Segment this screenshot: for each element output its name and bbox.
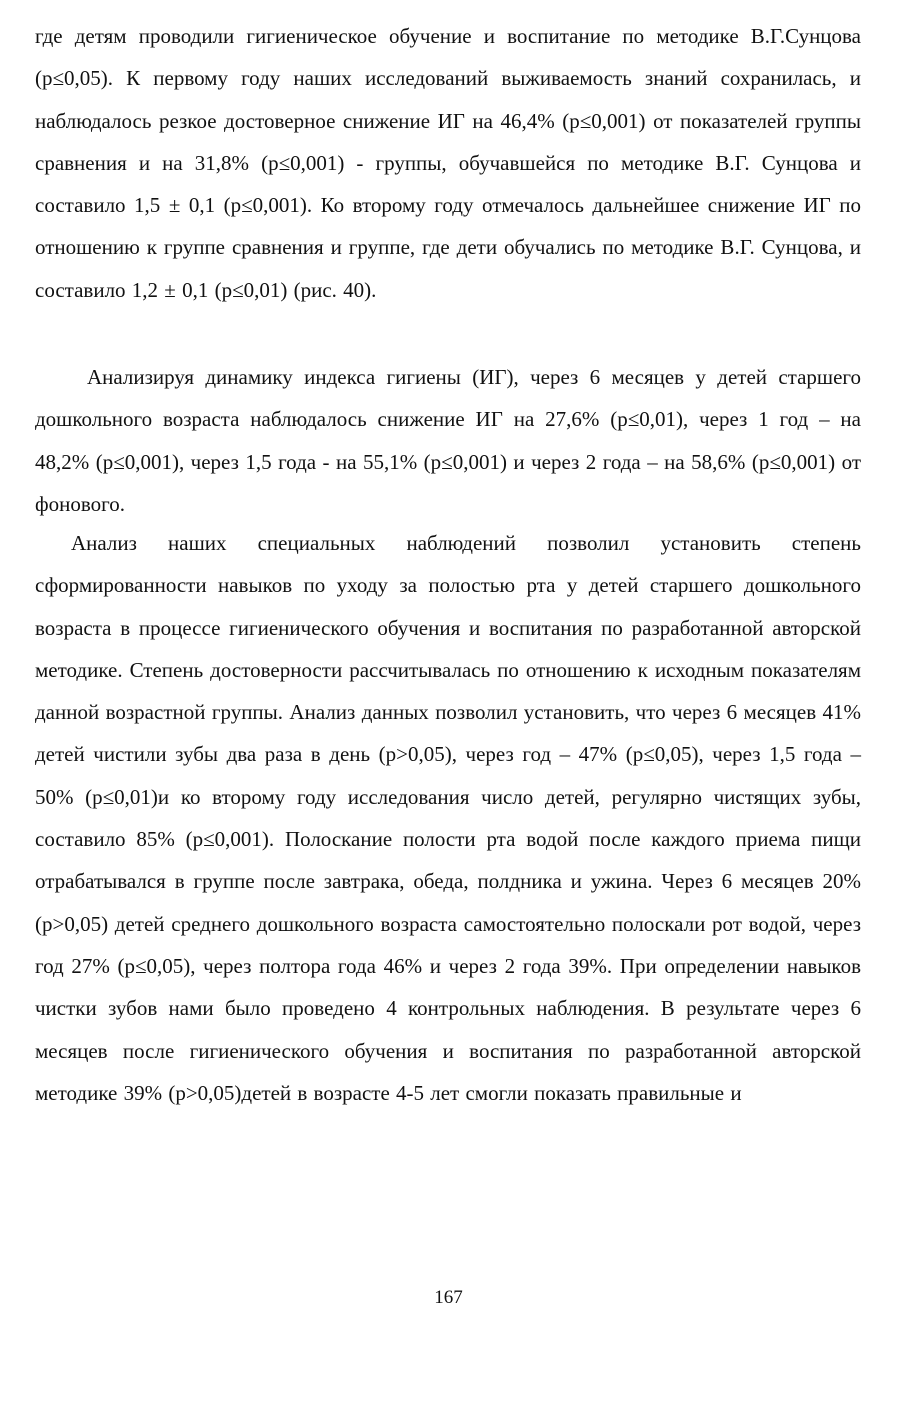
page-number: 167 — [434, 1287, 463, 1308]
body-paragraph-3: Анализ наших специальных наблюдений позволил установить степень сформированности навыков по уходу за полостью рта у детей старшего дошкольного возраста в процессе гигиенического обучения и воспитания по разработанной авторской методике. Степень достоверности рассчитывалась по отношению к исходным показателям данной возрастной группы. Анализ данных позволил установить, что через 6 месяцев 41% детей чистили зубы два раза в день (p>0,05), через год – 47% (p≤0,05), через 1,5 года – 50% (p≤0,01)и ко второму году исследования число детей, регулярно чистящих зубы, составило 85% (p≤0,001). Полоскание полости рта водой после каждого приема пищи отрабатывался в группе после завтрака, обеда, полдника и ужина. Через 6 месяцев 20% (p>0,05) детей среднего дошкольного возраста самостоятельно полоскали рот водой, через год 27% (p≤0,05), через полтора года 46% и через 2 года 39%. При определении навыков чистки зубов нами было проведено 4 контрольных наблюдения. В результате через 6 месяцев после гигиенического обучения и воспитания по разработанной авторской методике 39% (p>0,05)детей в возрасте 4-5 лет смогли показать правильные и — [35, 531, 861, 1105]
body-paragraph-2: Анализируя динамику индекса гигиены (ИГ), через 6 месяцев у детей старшего дошкольного возраста наблюдалось снижение ИГ на 27,6% (p≤0,01), через 1 год – на 48,2% (p≤0,001), через 1,5 года - на 55,1% (p≤0,001) и через 2 года – на 58,6% (p≤0,001) от фонового. — [35, 365, 861, 516]
body-paragraph-1: где детям проводили гигиеническое обучение и воспитание по методике В.Г.Сунцова (p≤0,05). К первому году наших исследований выживаемость знаний сохранилась, и наблюдалось резкое достоверное снижение ИГ на 46,4% (p≤0,001) от показателей группы сравнения и на 31,8% (p≤0,001) - группы, обучавшейся по методике В.Г. Сунцова и составило 1,5 ± 0,1 (p≤0,001). Ко второму году отмечалось дальнейшее снижение ИГ по отношению к группе сравнения и группе, где дети обучались по методике В.Г. Сунцова, и составило 1,2 ± 0,1 (p≤0,01) (рис. 40). — [35, 24, 861, 302]
